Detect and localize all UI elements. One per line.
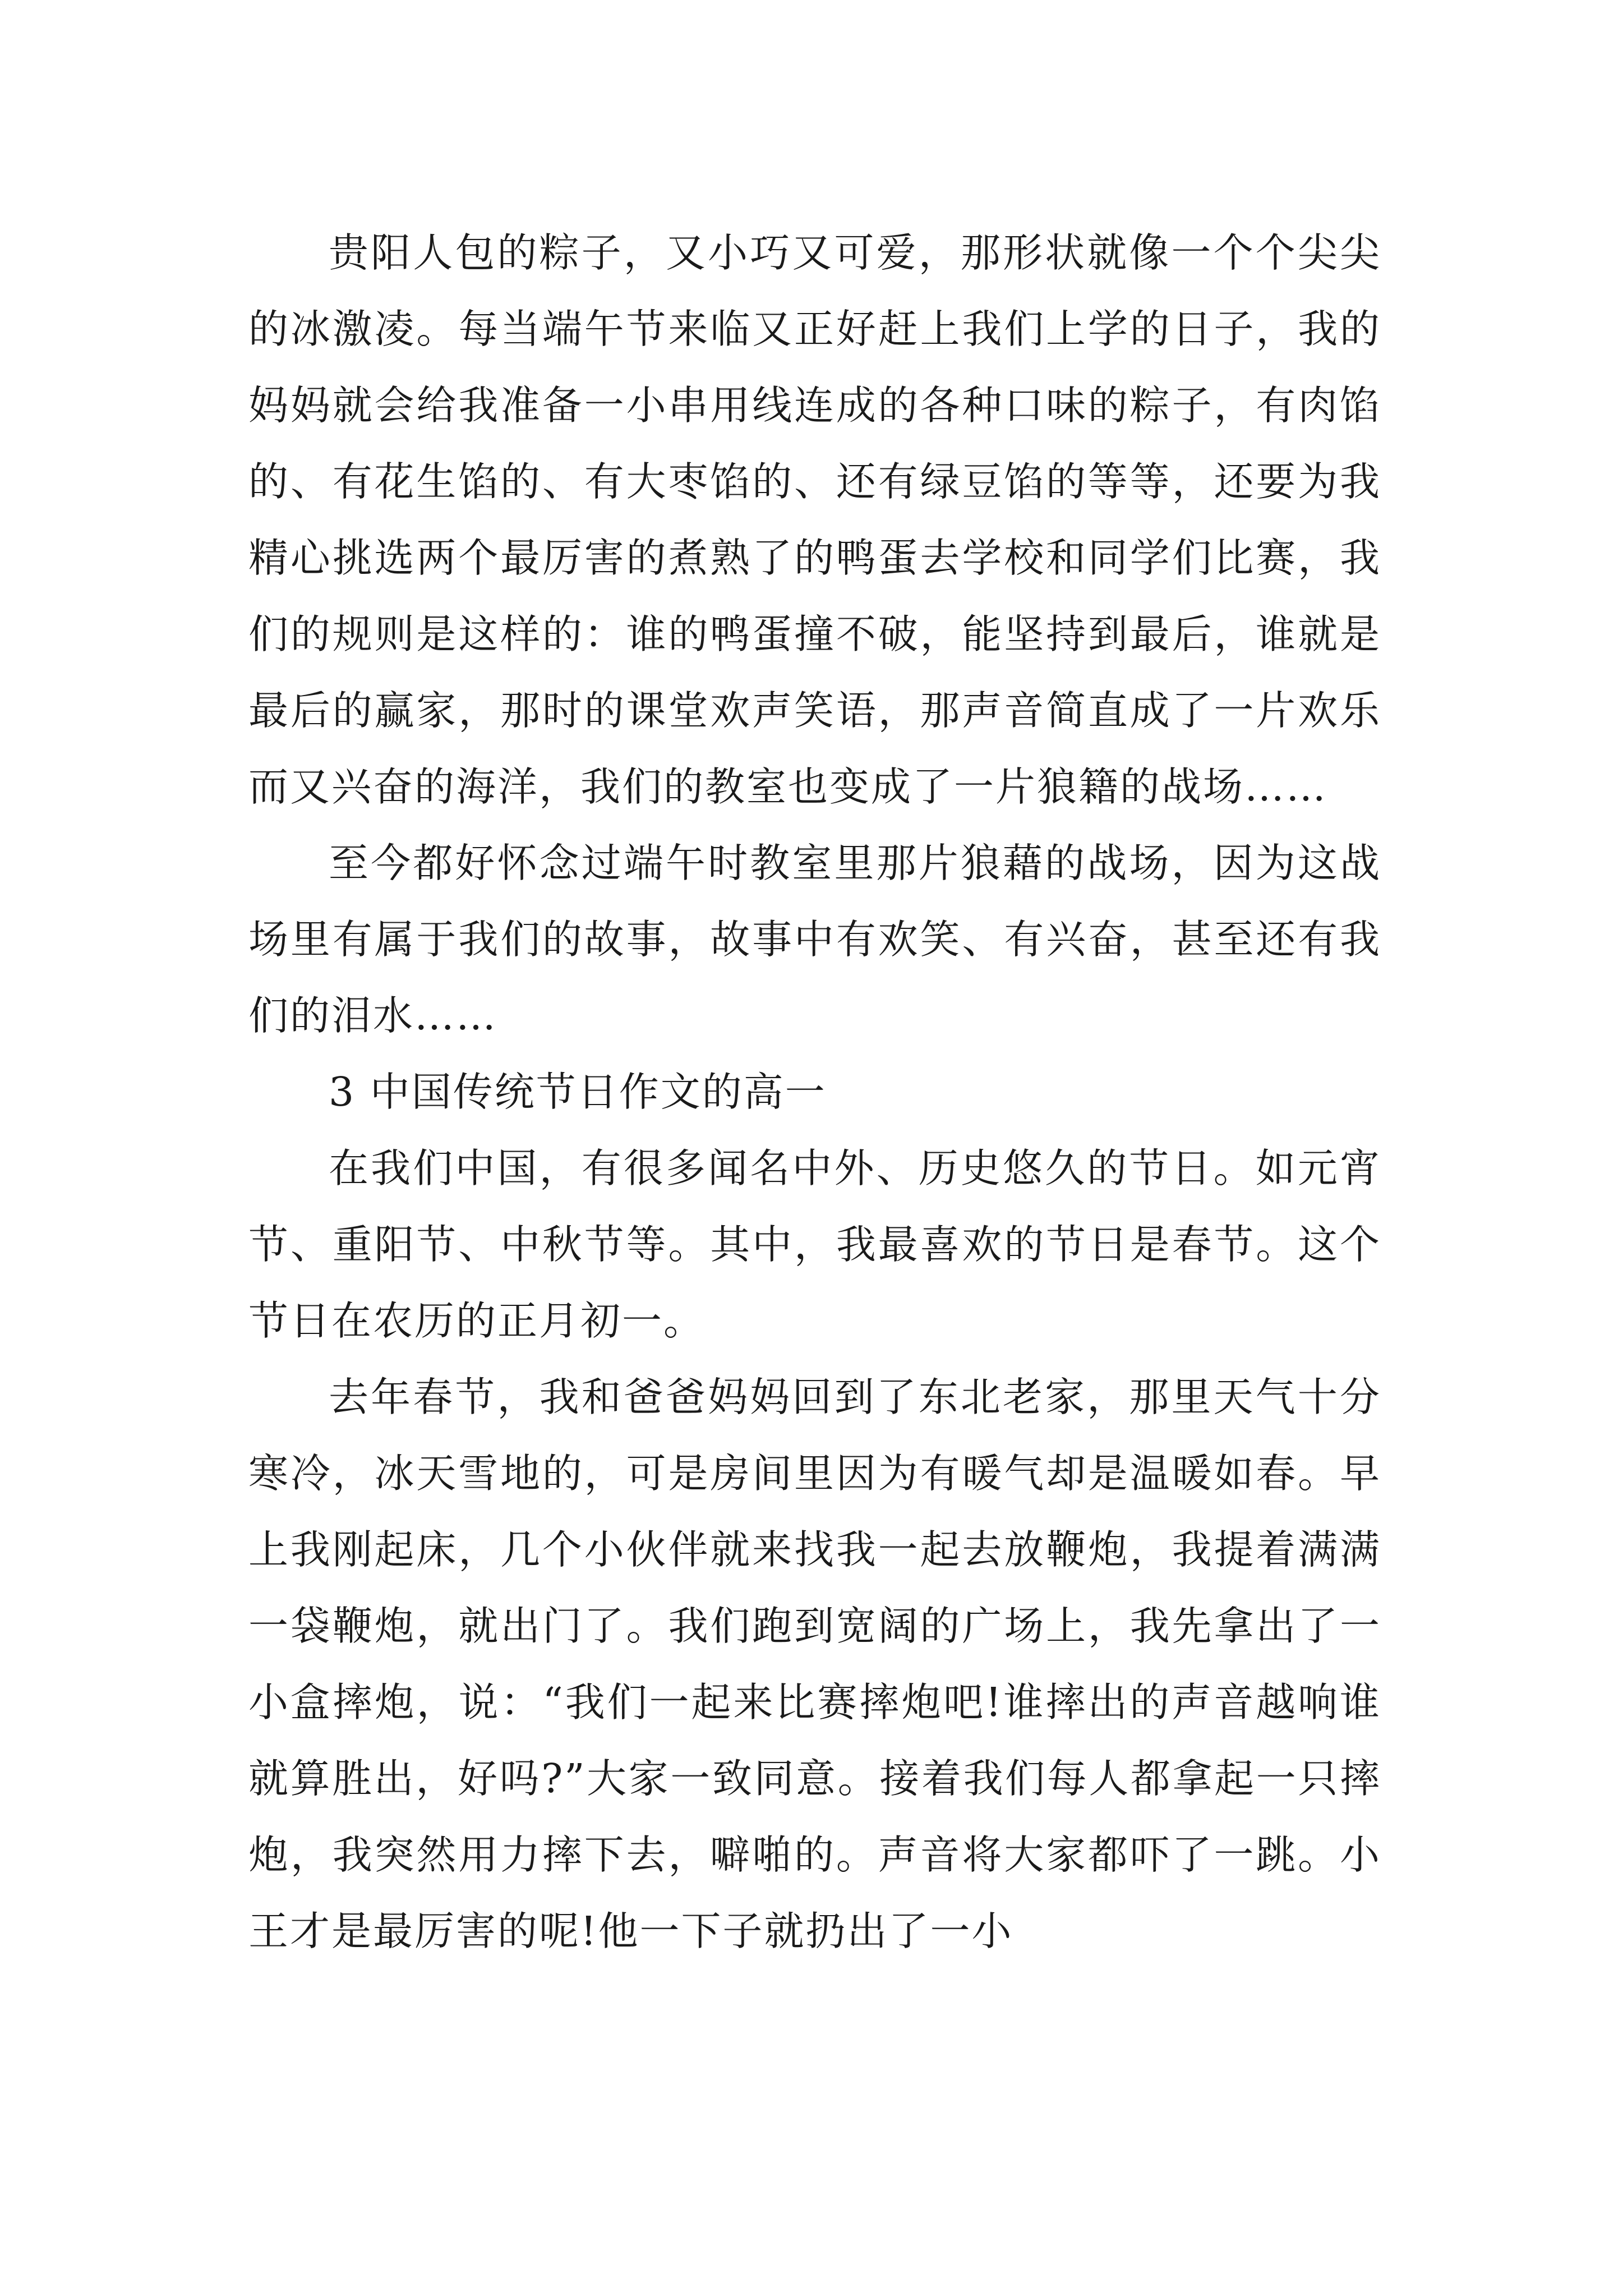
paragraph-spring-festival: 去年春节，我和爸爸妈妈回到了东北老家，那里天气十分寒冷，冰天雪地的，可是房间里因为有暖气却是温暖如春。早上我刚起床，几个小伙伴就来找我一起去放鞭炮，我提着满满一袋鞭炮，就出门了。我们跑到宽阔的广场上，我先拿出了一小盒摔炮，说：“我们一起来比赛摔炮吧!谁摔出的声音越响谁就算胜出，好吗?”大家一致同意。接着我们每人都拿起一只摔炮，我突然用力摔下去，噼啪的。声音将大家都吓了一跳。小王才是最厉害的呢!他一下子就扔出了一小 [248,1374,1381,1954]
paragraph-memory: 至今都好怀念过端午时教室里那片狼藉的战场，因为这战场里有属于我们的故事，故事中有欢笑、有兴奋，甚至还有我们的泪水…… [248,840,1381,1039]
document-body [248,215,1381,1970]
paragraph-zongzi: 贵阳人包的粽子，又小巧又可爱，那形状就像一个个尖尖的冰激凌。每当端午节来临又正好赶上我们上学的日子，我的妈妈就会给我准备一小串用线连成的各种口味的粽子，有肉馅的、有花生馅的、有大枣馅的、还有绿豆馅的等等，还要为我精心挑选两个最厉害的煮熟了的鸭蛋去学校和同学们比赛，我们的规则是这样的：谁的鸭蛋撞不破，能坚持到最后，谁就是最后的赢家，那时的课堂欢声笑语，那声音简直成了一片欢乐而又兴奋的海洋，我们的教室也变成了一片狼籍的战场…… [248,229,1381,810]
paragraph-festivals: 在我们中国，有很多闻名中外、历史悠久的节日。如元宵节、重阳节、中秋节等。其中，我最喜欢的节日是春节。这个节日在农历的正月初一。 [248,1145,1381,1344]
section-heading: 3 中国传统节日作文的高一 [329,1069,827,1115]
